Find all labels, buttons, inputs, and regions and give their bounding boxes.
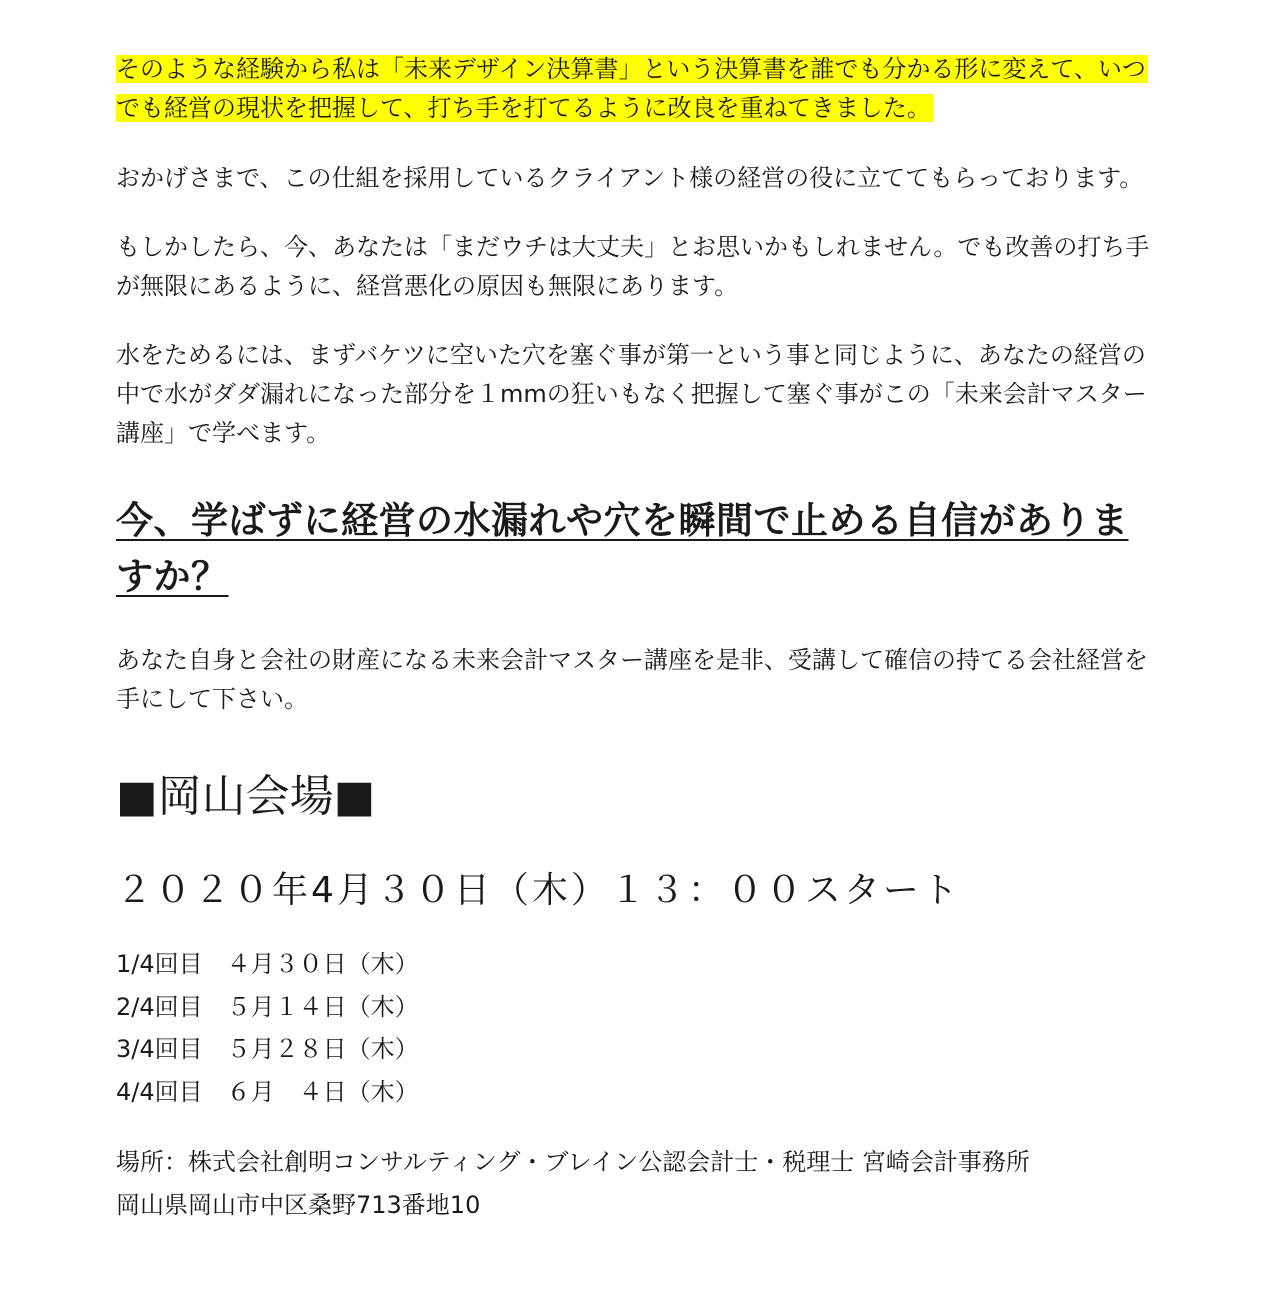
venue-heading: ■岡山会場■: [116, 771, 376, 822]
session-item: 1/4回目 ４月３０日（木）: [116, 950, 419, 978]
paragraph-bucket-analogy: 水をためるには、まずバケツに空いた穴を塞ぐ事が第一という事と同じように、あなたの経営の中で水がダダ漏れになった部分を１mmの狂いもなく把握して塞ぐ事がこの「未来会計マスター講座」で学べます。: [116, 341, 1147, 447]
callout-heading: [116, 493, 1164, 605]
location-place: 場所：株式会社創明コンサルティング・ブレイン公認会計士・税理士 宮崎会計事務所: [116, 1148, 1030, 1176]
paragraph-causes: もしかしたら、今、あなたは「まだウチは大丈夫」とお思いかもしれません。でも改善の打ち手が無限にあるように、経営悪化の原因も無限にあります。: [116, 233, 1150, 300]
paragraph-closing: あなた自身と会社の財産になる未来会計マスター講座を是非、受講して確信の持てる会社経営を手にして下さい。: [116, 646, 1148, 713]
article-body: [116, 0, 1164, 1227]
paragraph-highlighted: [116, 50, 1164, 128]
highlighted-text: そのような経験から私は「未来デザイン決算書」という決算書を誰でも分かる形に変えて、いつでも経営の現状を把握して、打ち手を打てるように改良を重ねてきました。: [116, 55, 1146, 122]
callout-heading-text: 今、学ばずに経営の水漏れや穴を瞬間で止める自信がありますか？: [116, 499, 1129, 598]
paragraph-client-results: おかげさまで、この仕組を採用しているクライアント様の経営の役に立ててもらっております。: [116, 164, 1144, 192]
session-item: 4/4回目 ６月 ４日（木）: [116, 1077, 419, 1106]
start-datetime: ２０２０年4月３０日（木）１３：００スタート: [116, 870, 961, 911]
location-address: 岡山県岡山市中区桑野713番地10: [116, 1191, 481, 1219]
session-item: 3/4回目 ５月２８日（木）: [116, 1035, 419, 1063]
session-item: 2/4回目 ５月１４日（木）: [116, 992, 419, 1021]
session-list: [116, 943, 1164, 1113]
location-block: [116, 1141, 1164, 1227]
